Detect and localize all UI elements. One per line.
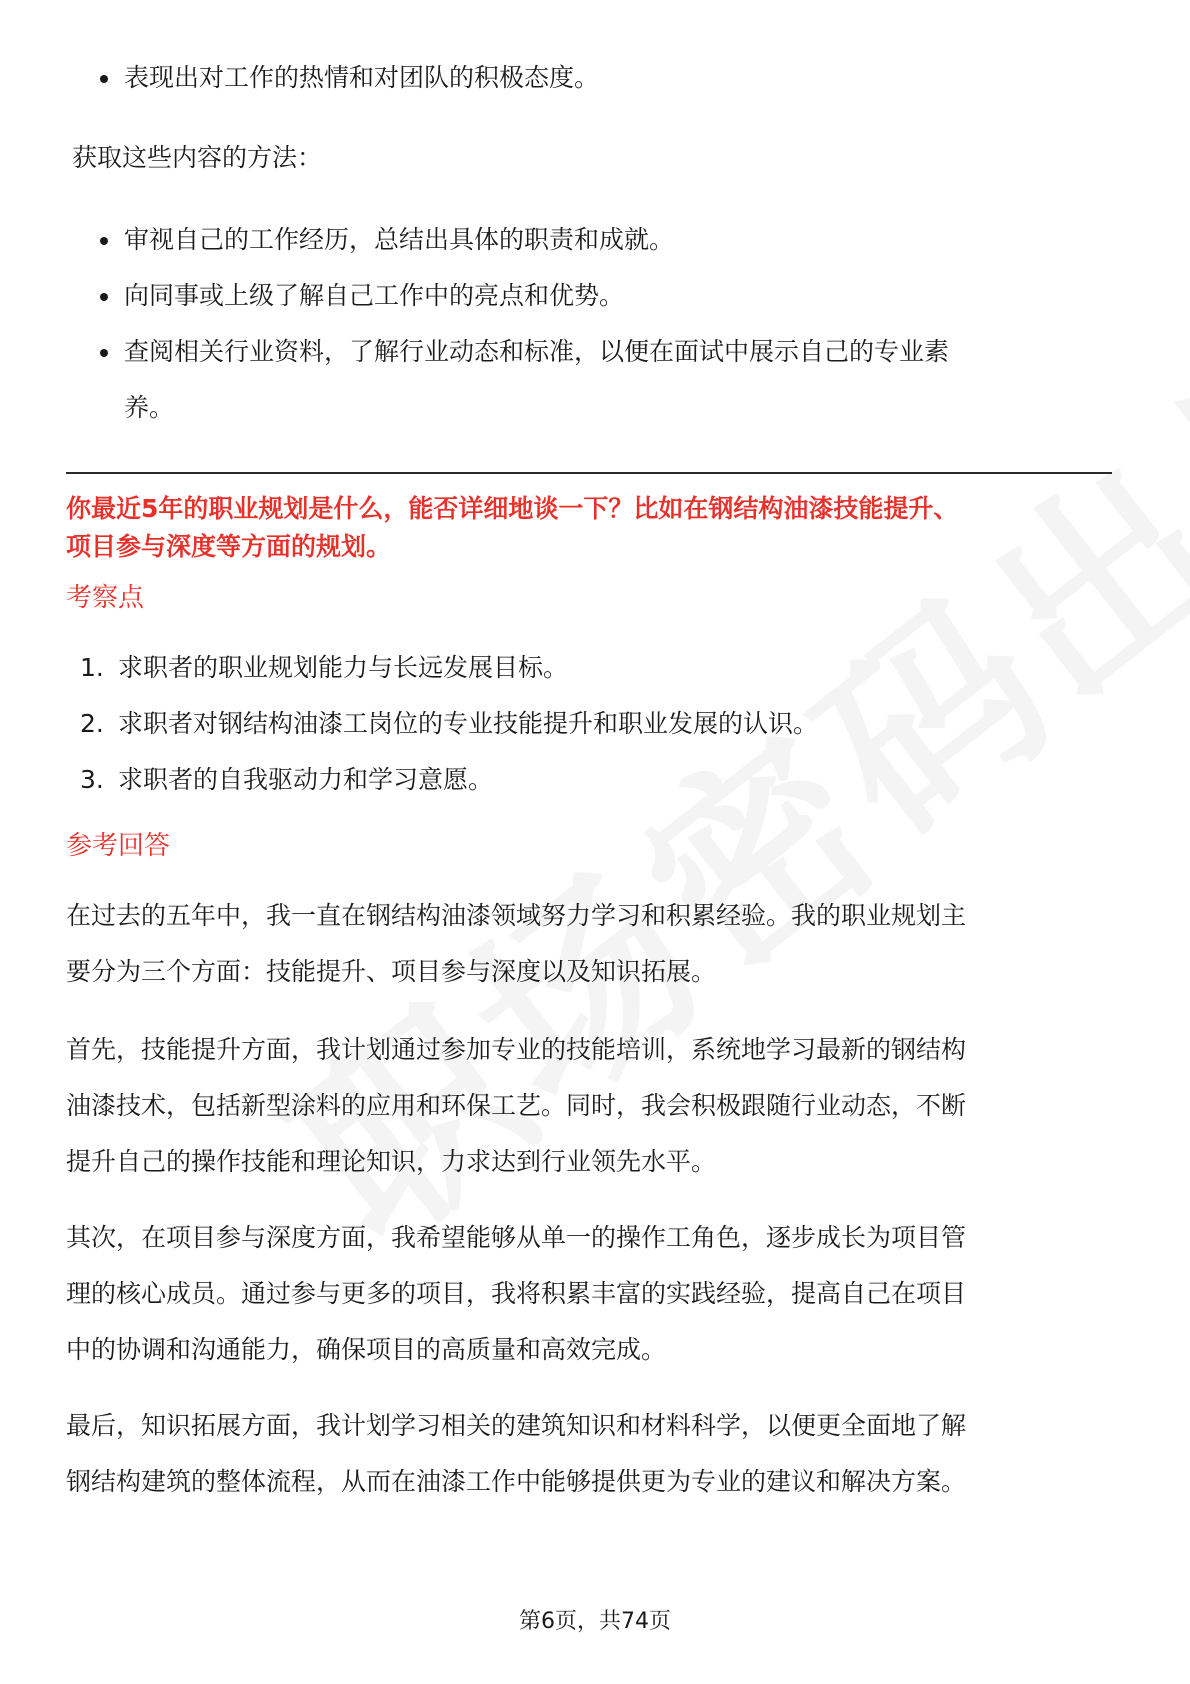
list-number: 2. — [80, 709, 104, 738]
answer-paragraph — [66, 888, 1112, 1000]
document-page — [66, 0, 1118, 1684]
paragraph-line: 理的核心成员。通过参与更多的项目，我将积累丰富的实践经验，提高自己在项目 — [66, 1279, 967, 1308]
paragraph-line: 中的协调和沟通能力，确保项目的高质量和高效完成。 — [66, 1335, 667, 1364]
question-line-1: 你最近5年的职业规划是什么，能否详细地谈一下？比如在钢结构油漆技能提升、 — [66, 494, 959, 523]
list-item-line: 查阅相关行业资料，了解行业动态和标准，以便在面试中展示自己的专业素 — [124, 337, 950, 366]
list-number: 1. — [80, 653, 104, 682]
answer-paragraph — [66, 1398, 1112, 1510]
methods-bullet-list — [72, 212, 1118, 436]
list-item: 向同事或上级了解自己工作中的亮点和优势。 — [72, 268, 1118, 324]
paragraph-line: 油漆技术，包括新型涂料的应用和环保工艺。同时，我会积极跟随行业动态，不断 — [66, 1091, 967, 1120]
list-number: 3. — [80, 765, 104, 794]
list-item — [66, 640, 1112, 696]
reference-answer-heading: 参考回答 — [66, 831, 171, 861]
list-item: 审视自己的工作经历，总结出具体的职责和成就。 — [72, 212, 1118, 268]
top-bullet-list — [72, 50, 1118, 106]
list-text: 求职者的职业规划能力与长远发展目标。 — [118, 653, 569, 682]
paragraph-line: 提升自己的操作技能和理论知识，力求达到行业领先水平。 — [66, 1147, 717, 1176]
section-divider — [66, 472, 1112, 474]
paragraph-line: 其次，在项目参与深度方面，我希望能够从单一的操作工角色，逐步成长为项目管 — [66, 1223, 967, 1252]
exam-points-list — [66, 640, 1112, 808]
question-line-2: 项目参与深度等方面的规划。 — [66, 532, 392, 561]
paragraph-line: 钢结构建筑的整体流程，从而在油漆工作中能够提供更为专业的建议和解决方案。 — [66, 1467, 967, 1496]
question-title — [66, 490, 1112, 566]
page-footer: 第6页，共74页 — [519, 1609, 671, 1634]
paragraph-line: 在过去的五年中，我一直在钢结构油漆领域努力学习和积累经验。我的职业规划主 — [66, 901, 967, 930]
list-item — [66, 696, 1112, 752]
answer-paragraph — [66, 1210, 1112, 1378]
exam-points-heading: 考察点 — [66, 583, 145, 613]
paragraph-line: 首先，技能提升方面，我计划通过参加专业的技能培训，系统地学习最新的钢结构 — [66, 1035, 967, 1064]
list-item — [66, 752, 1112, 808]
methods-intro: 获取这些内容的方法： — [72, 143, 323, 172]
paragraph-line: 最后，知识拓展方面，我计划学习相关的建筑知识和材料科学，以便更全面地了解 — [66, 1411, 967, 1440]
list-item: 表现出对工作的热情和对团队的积极态度。 — [72, 50, 1118, 106]
paragraph-line: 要分为三个方面：技能提升、项目参与深度以及知识拓展。 — [66, 957, 717, 986]
list-text: 求职者的自我驱动力和学习意愿。 — [118, 765, 494, 794]
answer-paragraph — [66, 1022, 1112, 1190]
list-item-line: 养。 — [124, 393, 175, 422]
list-text: 求职者对钢结构油漆工岗位的专业技能提升和职业发展的认识。 — [118, 709, 819, 738]
list-item — [72, 324, 1118, 436]
